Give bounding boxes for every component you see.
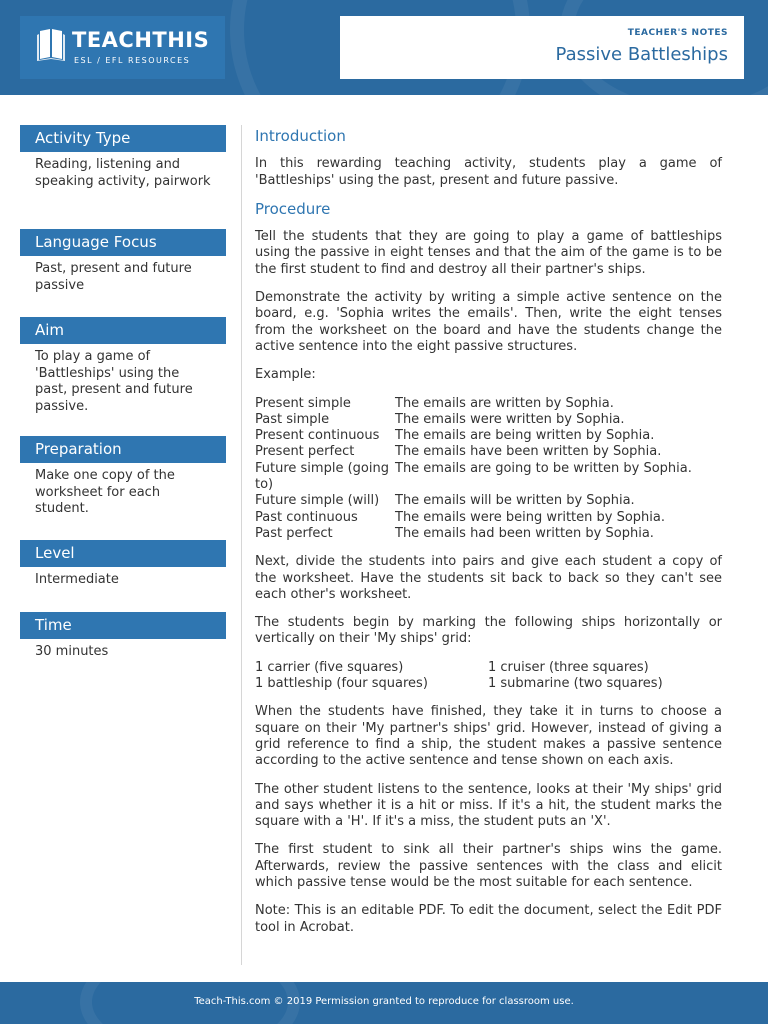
ship-item: 1 submarine (two squares): [488, 676, 663, 692]
column-divider: [241, 125, 242, 965]
logo-wordmark: TEACHTHIS: [72, 28, 210, 52]
sidebar-section-time: [20, 612, 226, 672]
procedure-paragraph: When the students have finished, they take it in turns to choose a square on their 'My partner's ships' grid. However, instead of giving a grid reference to find a ship, the student makes a passive sentence according to the active sentence and tense shown on each axis.: [255, 704, 722, 769]
sidebar-heading: Level: [20, 540, 226, 567]
title-box: [340, 16, 744, 79]
tense-example: The emails had been written by Sophia.: [395, 525, 654, 541]
tense-example: The emails were being written by Sophia.: [395, 509, 666, 525]
tense-row: [255, 493, 722, 509]
tense-row: [255, 461, 722, 494]
page-footer: [0, 982, 768, 1024]
ship-item: 1 carrier (five squares): [255, 659, 404, 675]
sidebar-heading: Time: [20, 612, 226, 639]
tense-name: Future simple (will): [255, 493, 380, 509]
tense-example: The emails have been written by Sophia.: [395, 444, 662, 460]
sidebar-text: Reading, listening and speaking activity, pairwork: [35, 157, 211, 189]
tense-row: [255, 396, 722, 412]
introduction-heading: Introduction: [255, 127, 346, 145]
introduction-text: In this rewarding teaching activity, students play a game of 'Battleships' using the past, present and future passive.: [255, 156, 722, 188]
sidebar-section-preparation: [20, 436, 226, 540]
tense-row: [255, 444, 722, 460]
procedure-paragraph: Tell the students that they are going to play a game of battleships using the passive in eight tenses and that the aim of the game is to be the first student to find and destroy all their partner's ships.: [255, 229, 722, 277]
tense-name: Past continuous: [255, 509, 358, 525]
ships-list: [255, 660, 722, 693]
tense-name: Present simple: [255, 395, 351, 411]
tense-example: The emails are going to be written by Sophia.: [395, 460, 692, 476]
main-content: [255, 128, 722, 948]
book-icon: [36, 27, 66, 61]
notes-label: TEACHER'S NOTES: [627, 28, 728, 38]
procedure-paragraph: The students begin by marking the following ships horizontally or vertically on their 'My ships' grid:: [255, 615, 722, 647]
tense-name: Past simple: [255, 411, 330, 427]
tense-name: Past perfect: [255, 525, 333, 541]
sidebar-text: Make one copy of the worksheet for each student.: [35, 468, 175, 516]
tense-name: Present continuous: [255, 428, 380, 444]
ship-item: 1 battleship (four squares): [255, 676, 428, 692]
procedure-paragraph: Demonstrate the activity by writing a simple active sentence on the board, e.g. 'Sophia writes the emails'. Then, write the eight tenses from the worksheet on the board and have the students change the active sentence into the eight passive structures.: [255, 290, 722, 354]
procedure-paragraph: Next, divide the students into pairs and give each student a copy of the worksheet. Have the students sit back to back so they can't see each other's worksheet.: [255, 554, 722, 602]
tense-row: [255, 428, 722, 444]
tense-name: Future simple (going to): [255, 460, 389, 493]
tense-row: [255, 412, 722, 428]
editable-pdf-note: Note: This is an editable PDF. To edit the document, select the Edit PDF tool in Acrobat.: [255, 903, 722, 935]
procedure-heading: Procedure: [255, 199, 331, 218]
sidebar-heading: Language Focus: [20, 229, 226, 256]
sidebar-text: Intermediate: [35, 572, 119, 587]
sidebar-section-aim: [20, 317, 226, 436]
sidebar-text: 30 minutes: [35, 644, 109, 659]
sidebar-text: To play a game of 'Battleships' using the past, present and future passive.: [35, 349, 193, 414]
ship-item: 1 cruiser (three squares): [488, 659, 649, 675]
logo-tagline: ESL / EFL RESOURCES: [74, 56, 191, 65]
sidebar-heading: Aim: [20, 317, 226, 344]
tense-name: Present perfect: [255, 444, 355, 460]
sidebar-section-activity-type: [20, 125, 226, 229]
page-title: Passive Battleships: [555, 44, 728, 65]
sidebar-heading: Activity Type: [20, 125, 226, 152]
procedure-paragraph: The other student listens to the sentence, looks at their 'My ships' grid and says whether it is a hit or miss. If it's a hit, the student marks the square with a 'H'. If it's a miss, the student puts an 'X'.: [255, 781, 722, 830]
sidebar-heading: Preparation: [20, 436, 226, 463]
info-sidebar: [20, 125, 226, 672]
tense-examples-table: [255, 396, 722, 543]
sidebar-section-language-focus: [20, 229, 226, 317]
tense-example: The emails are being written by Sophia.: [395, 428, 655, 444]
tense-example: The emails will be written by Sophia.: [395, 493, 635, 509]
tense-row: [255, 510, 722, 526]
tense-row: [255, 526, 722, 542]
page-header: [0, 0, 768, 95]
procedure-paragraph: The first student to sink all their partner's ships wins the game. Afterwards, review the passive sentences with the class and elicit which passive tense would be the most suitable for each sentence.: [255, 842, 722, 890]
copyright-text: Teach-This.com © 2019 Permission granted to reproduce for classroom use.: [194, 996, 574, 1007]
tense-example: The emails were written by Sophia.: [395, 411, 625, 427]
teachthis-logo: [20, 16, 225, 79]
tense-example: The emails are written by Sophia.: [395, 395, 614, 411]
sidebar-section-level: [20, 540, 226, 612]
sidebar-text: Past, present and future passive: [35, 261, 192, 293]
example-label: Example:: [255, 367, 316, 383]
